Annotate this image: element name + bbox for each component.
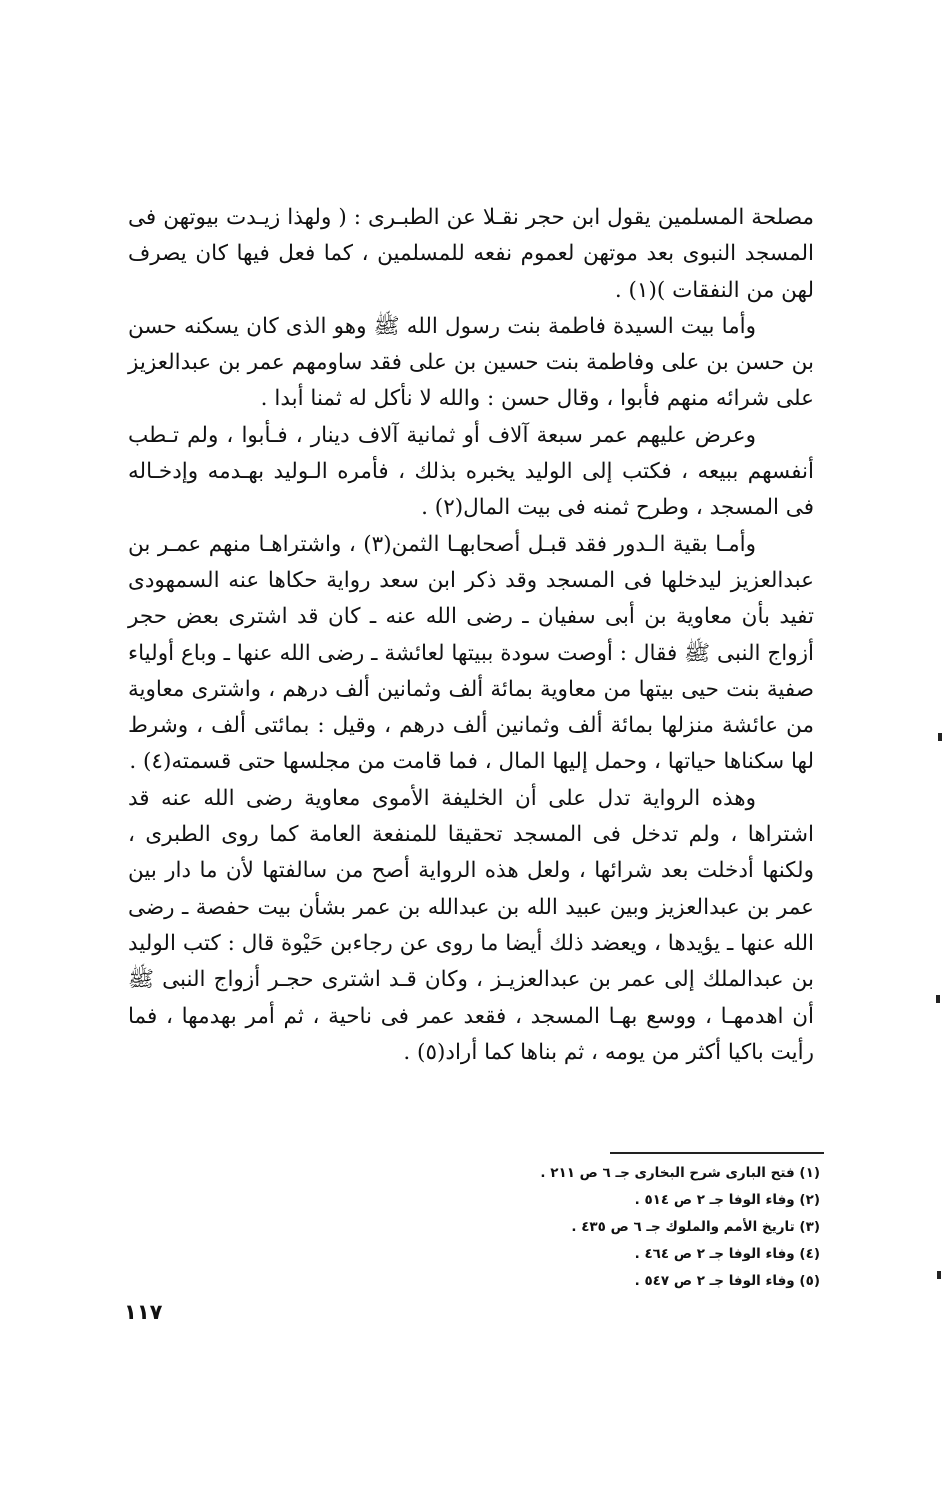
paragraph-5: وهذه الرواية تدل على أن الخليفة الأموى معاوية رضى الله عنه قد اشتراها ، ولم تدخل فى المسجد تحقيقا للمنفعة العامة كما روى الطبرى ، ولكنها أدخلت بعد شرائها ، ولعل هذه الرواية أصح من سالفتها لأن ما دار بين عمر بن عبدالعزيز وبين عبيد الله بن عبدالله بن عمر بشأن بيت حفصة ـ رضى الله عنها ـ يؤيدها ، ويعضد ذلك أيضا ما روى عن رجاءبن حَيْوة قال : كتب الوليد بن عبدالملك إلى عمر بن عبدالعزيـز ، وكان قـد اشترى حجـر أزواج النبى ﷺ أن اهدمهـا ، ووسع بهـا المسجد ، فقعد عمر فى ناحية ، ثم أمر بهدمها ، فما رأيت باكيا أكثر من يومه ، ثم بناها كما أراد(٥) .: [128, 785, 814, 1065]
footnote-1: (١) فتح البارى شرح البخارى جـ ٦ ص ٢١١ .: [540, 1165, 820, 1181]
footnote-5: (٥) وفاء الوفا جـ ٢ ص ٥٤٧ .: [634, 1273, 820, 1289]
paragraph-4: وأمـا بقية الـدور فقد قبـل أصحابهـا الثمن(٣) ، واشتراهـا منهم عمـر بن عبدالعزيز ليدخلها فى المسجد وقد ذكر ابن سعد رواية حكاها عنه السمهودى تفيد بأن معاوية بن أبى سفيان ـ رضى الله عنه ـ كان قد اشترى بعض حجر أزواج النبى ﷺ فقال : أوصت سودة ببيتها لعائشة ـ رضى الله عنها ـ وباع أولياء صفية بنت حيى بيتها من معاوية بمائة ألف وثمانين ألف درهم ، واشترى معاوية من عائشة منزلها بمائة ألف وثمانين ألف درهم ، وقيل : بمائتى ألف ، وشرط لها سكناها حياتها ، وحمل إليها المال ، فما قامت من مجلسها حتى قسمته(٤) .: [128, 531, 814, 775]
footnote-4: (٤) وفاء الوفا جـ ٢ ص ٤٦٤ .: [634, 1246, 820, 1262]
footnotes: [380, 1160, 820, 1295]
paragraph-2: وأما بيت السيدة فاطمة بنت رسول الله ﷺ وهو الذى كان يسكنه حسن بن حسن بن على وفاطمة بنت حسين بن على فقد ساومهم عمر بن عبدالعزيز على شرائه منهم فأبوا ، وقال حسن : والله لا نأكل له ثمنا أبدا .: [128, 313, 814, 412]
scan-mark: [937, 1271, 941, 1279]
paragraph-3: وعرض عليهم عمر سبعة آلاف أو ثمانية آلاف دينار ، فـأبوا ، ولم تـطب أنفسهم ببيعه ، فكتب إلى الوليد يخبره بذلك ، فأمره الـوليد بهـدمه وإدخـاله فى المسجد ، وطرح ثمنه فى بيت المال(٢) .: [128, 422, 814, 521]
footnote-divider: [610, 1152, 824, 1154]
footnote-2: (٢) وفاء الوفا جـ ٢ ص ٥١٤ .: [634, 1192, 820, 1208]
body-text: [128, 200, 814, 1071]
scan-mark: [936, 995, 940, 1003]
paragraph-1: مصلحة المسلمين يقول ابن حجر نقـلا عن الطبـرى : ( ولهذا زيـدت بيوتهن فى المسجد النبوى بعد موتهن لعموم نفعه للمسلمين ، كما فعل فيها كان يصرف لهن من النفقات )(١) .: [128, 205, 814, 303]
scan-mark: [938, 733, 942, 741]
footnote-3: (٣) تاريخ الأمم والملوك جـ ٦ ص ٤٣٥ .: [571, 1219, 820, 1235]
page-number: ١١٧: [124, 1300, 163, 1324]
